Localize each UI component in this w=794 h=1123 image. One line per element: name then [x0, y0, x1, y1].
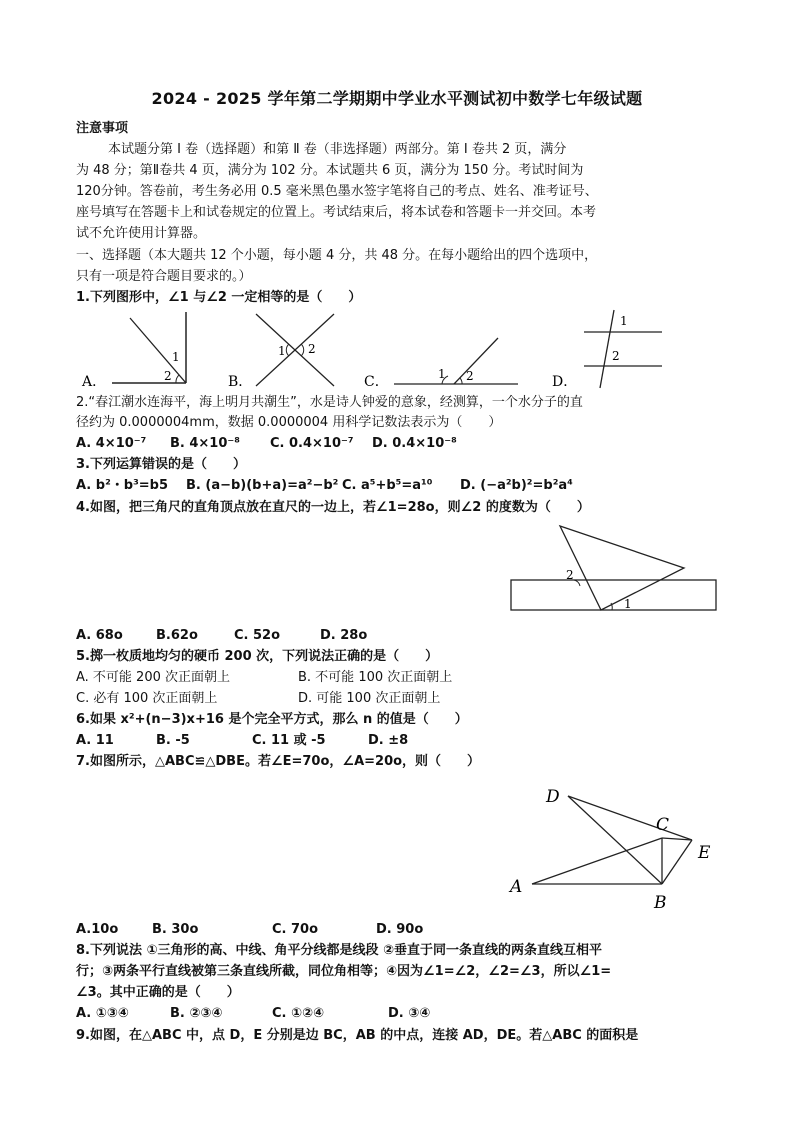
q4-option-d: D. 28o — [320, 628, 368, 643]
q5-option-c: C. 必有 100 次正面朝上 — [76, 691, 218, 706]
q4-option-c: C. 52o — [234, 628, 281, 643]
q7-option-c: C. 70o — [272, 922, 319, 937]
svg-text:1: 1 — [624, 597, 632, 611]
q8-option-a: A. ①③④ — [76, 1006, 129, 1021]
q5-option-b: B. 不可能 100 次正面朝上 — [298, 670, 453, 685]
q7-option-d: D. 90o — [376, 922, 424, 937]
svg-text:1: 1 — [278, 344, 286, 358]
q3-option-d: D. (−a²b)²=b²a⁴ — [460, 478, 573, 493]
q2-stem-1: 2.“春江潮水连海平，海上明月共潮生”，水是诗人钟爱的意象，经测算，一个水分子的直 — [76, 395, 583, 410]
q1-option-a-label: A． — [82, 374, 107, 390]
q6-option-d: D. ±8 — [368, 733, 409, 748]
q1-stem: 1.下列图形中，∠1 与∠2 一定相等的是（ ） — [76, 290, 362, 305]
q2-option-c: C. 0.4×10⁻⁷ — [270, 436, 354, 451]
q8-option-b: B. ②③④ — [170, 1006, 223, 1021]
q2-option-d: D. 0.4×10⁻⁸ — [372, 436, 457, 451]
svg-text:2: 2 — [164, 369, 172, 383]
q3-stem: 3.下列运算错误的是（ ） — [76, 457, 246, 472]
q5-option-d: D. 可能 100 次正面朝上 — [298, 691, 441, 706]
q2-option-b: B. 4×10⁻⁸ — [170, 436, 240, 451]
q6-option-c: C. 11 或 -5 — [252, 733, 326, 748]
notice-heading: 注意事项 — [76, 121, 129, 136]
q1-option-d-label: D． — [552, 374, 578, 390]
svg-text:1: 1 — [620, 314, 628, 328]
q4-option-a: A. 68o — [76, 628, 123, 643]
notice-line-1: 本试题分第 Ⅰ 卷（选择题）和第 Ⅱ 卷（非选择题）两部分。第 Ⅰ 卷共 2 页，满分 — [108, 142, 567, 157]
q8-option-c: C. ①②④ — [272, 1006, 325, 1021]
svg-text:2: 2 — [466, 369, 474, 383]
q6-option-a: A. 11 — [76, 733, 114, 748]
q1-option-c-label: C． — [364, 374, 389, 390]
q4-stem: 4.如图，把三角尺的直角顶点放在直尺的一边上，若∠1=28o，则∠2 的度数为（ ） — [76, 500, 590, 515]
q8-stem-3: ∠3。其中正确的是（ ） — [76, 985, 240, 1000]
q2-stem-2: 径约为 0.0000004mm，数据 0.0000004 用科学记数法表示为（ ） — [76, 415, 502, 430]
q2-option-a: A. 4×10⁻⁷ — [76, 436, 147, 451]
q3-option-a: A. b²・b³=b5 — [76, 478, 169, 493]
q7-option-a: A.10o — [76, 922, 119, 937]
q8-stem-2: 行；③两条平行直线被第三条直线所截，同位角相等；④因为∠1=∠2，∠2=∠3，所以∠1= — [76, 964, 612, 979]
svg-text:D: D — [546, 787, 560, 807]
svg-text:A: A — [510, 877, 523, 897]
q3-option-b: B. (a−b)(b+a)=a²−b² — [186, 478, 339, 493]
notice-line-2: 为 48 分；第Ⅱ卷共 4 页，满分为 102 分。本试题共 6 页，满分为 150 分。考试时间为 — [76, 163, 584, 178]
q3-option-c: C. a⁵+b⁵=a¹⁰ — [342, 478, 433, 493]
exam-title: 2024 - 2025 学年第二学期期中学业水平测试初中数学七年级试题 — [151, 89, 643, 108]
svg-text:B: B — [654, 893, 667, 912]
svg-text:2: 2 — [308, 342, 316, 356]
svg-text:E: E — [698, 843, 711, 863]
q4-option-b: B.62o — [156, 628, 198, 643]
q9-stem: 9.如图，在△ABC 中，点 D，E 分别是边 BC，AB 的中点，连接 AD，DE。若△ABC 的面积是 — [76, 1028, 639, 1043]
section1-line-2: 只有一项是符合题目要求的。） — [76, 269, 252, 284]
notice-line-3: 120分钟。答卷前，考生务必用 0.5 毫米黑色墨水签字笔将自己的考点、姓名、准考证号、 — [76, 184, 598, 199]
q8-option-d: D. ③④ — [388, 1006, 431, 1021]
q4-figure — [508, 522, 720, 614]
svg-text:1: 1 — [438, 367, 446, 381]
q7-option-b: B. 30o — [152, 922, 199, 937]
section1-line-1: 一、选择题（本大题共 12 个小题，每小题 4 分，共 48 分。在每小题给出的四个选项中， — [76, 248, 598, 263]
svg-text:2: 2 — [612, 349, 620, 363]
q1-option-b-label: B． — [228, 374, 253, 390]
q1-figures — [76, 308, 676, 390]
svg-text:2: 2 — [566, 568, 574, 582]
q7-figure — [506, 782, 730, 912]
q7-stem: 7.如图所示，△ABC≌△DBE。若∠E=70o，∠A=20o，则（ ） — [76, 754, 481, 769]
q5-option-a: A. 不可能 200 次正面朝上 — [76, 670, 231, 685]
q5-stem: 5.掷一枚质地均匀的硬币 200 次，下列说法正确的是（ ） — [76, 649, 439, 664]
notice-line-5: 试不允许使用计算器。 — [76, 226, 207, 241]
notice-line-4: 座号填写在答题卡上和试卷规定的位置上。考试结束后，将本试卷和答题卡一并交回。本考 — [76, 205, 597, 220]
q8-stem-1: 8.下列说法 ①三角形的高、中线、角平分线都是线段 ②垂直于同一条直线的两条直线互相平 — [76, 943, 603, 958]
q6-stem: 6.如果 x²+(n−3)x+16 是个完全平方式，那么 n 的值是（ ） — [76, 712, 468, 727]
q6-option-b: B. -5 — [156, 733, 190, 748]
svg-text:C: C — [656, 815, 670, 835]
svg-text:1: 1 — [172, 350, 180, 364]
